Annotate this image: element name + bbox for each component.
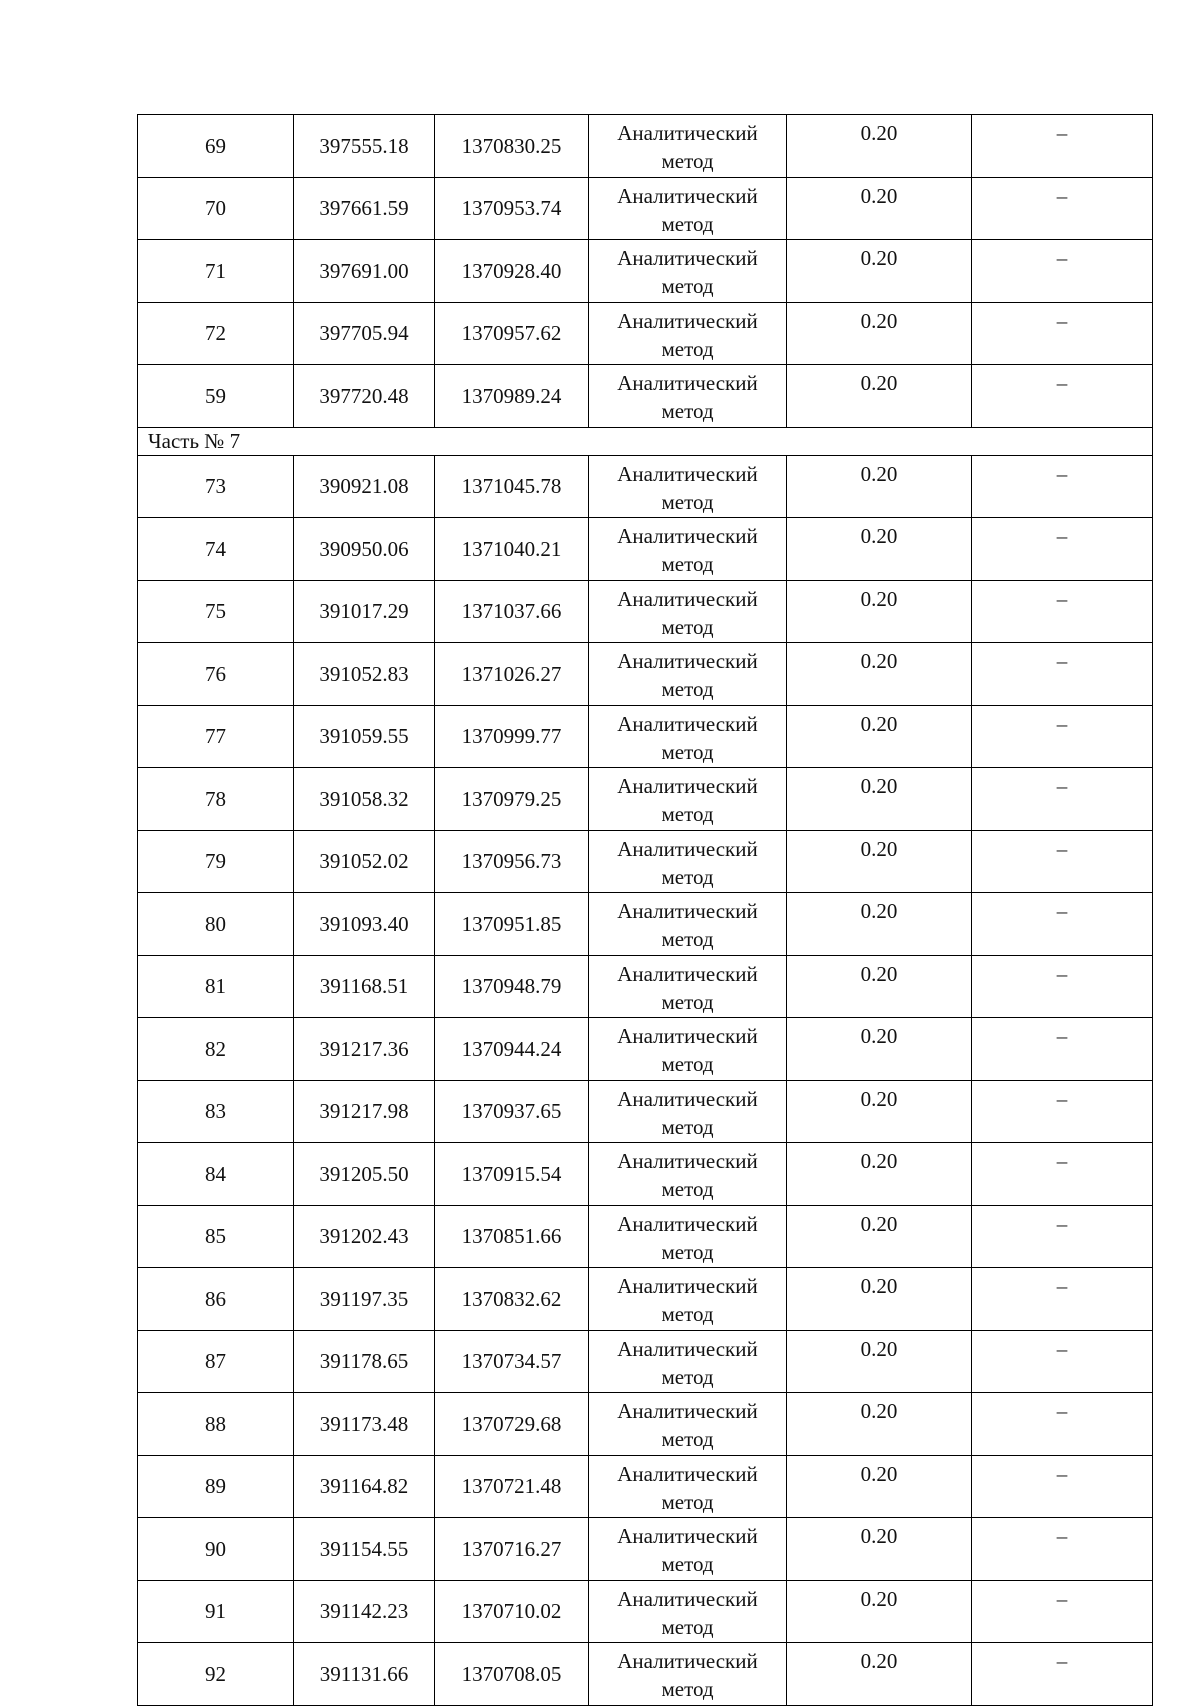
- x-coordinate-cell: 397705.94: [294, 302, 435, 365]
- method-text-line: Аналитический: [617, 1211, 758, 1236]
- accuracy-cell: 0.20: [787, 1580, 972, 1643]
- accuracy-cell: 0.20: [787, 115, 972, 178]
- accuracy-cell: 0.20: [787, 302, 972, 365]
- method-text-line: Аналитический: [617, 711, 758, 736]
- method-cell: [589, 768, 787, 831]
- method-text-line: Аналитический: [617, 246, 758, 270]
- method-cell: [589, 1205, 787, 1268]
- note-cell: –: [972, 1268, 1153, 1331]
- method-text-line: Аналитический: [617, 774, 758, 798]
- section-heading-row: [138, 427, 1153, 455]
- method-text-line: метод: [661, 1239, 714, 1264]
- x-coordinate-cell: 391202.43: [294, 1205, 435, 1268]
- point-number-cell: 80: [138, 893, 294, 956]
- method-text-line: метод: [661, 1302, 714, 1326]
- x-coordinate-cell: 391217.36: [294, 1018, 435, 1081]
- x-coordinate-cell: 391217.98: [294, 1080, 435, 1143]
- accuracy-cell: 0.20: [787, 1455, 972, 1518]
- y-coordinate-cell: 1370928.40: [435, 240, 589, 303]
- method-cell: [589, 365, 787, 428]
- method-cell: [589, 115, 787, 178]
- accuracy-cell: 0.20: [787, 580, 972, 643]
- table-row: [138, 177, 1153, 240]
- method-cell: [589, 1518, 787, 1581]
- y-coordinate-cell: 1370989.24: [435, 365, 589, 428]
- method-text-line: Аналитический: [617, 961, 758, 986]
- method-text-line: Аналитический: [617, 308, 758, 333]
- x-coordinate-cell: 391205.50: [294, 1143, 435, 1206]
- method-cell: [589, 302, 787, 365]
- method-cell: [589, 643, 787, 706]
- method-text-line: Аналитический: [617, 1461, 758, 1486]
- y-coordinate-cell: 1370710.02: [435, 1580, 589, 1643]
- table-row: [138, 1580, 1153, 1643]
- accuracy-cell: 0.20: [787, 518, 972, 581]
- method-text-line: Аналитический: [617, 899, 758, 923]
- method-text-line: Аналитический: [617, 524, 758, 548]
- y-coordinate-cell: 1371037.66: [435, 580, 589, 643]
- y-coordinate-cell: 1370979.25: [435, 768, 589, 831]
- y-coordinate-cell: 1370734.57: [435, 1330, 589, 1393]
- accuracy-cell: 0.20: [787, 1330, 972, 1393]
- note-cell: –: [972, 643, 1153, 706]
- method-cell: [589, 518, 787, 581]
- accuracy-cell: 0.20: [787, 1268, 972, 1331]
- x-coordinate-cell: 391059.55: [294, 705, 435, 768]
- method-text-line: метод: [661, 1427, 714, 1451]
- method-cell: [589, 955, 787, 1018]
- method-text-line: метод: [661, 489, 714, 514]
- method-text-line: Аналитический: [617, 1586, 758, 1611]
- point-number-cell: 69: [138, 115, 294, 178]
- x-coordinate-cell: 397720.48: [294, 365, 435, 428]
- point-number-cell: 59: [138, 365, 294, 428]
- y-coordinate-cell: 1370851.66: [435, 1205, 589, 1268]
- note-cell: –: [972, 365, 1153, 428]
- x-coordinate-cell: 391142.23: [294, 1580, 435, 1643]
- method-text-line: метод: [661, 1364, 714, 1389]
- y-coordinate-cell: 1370915.54: [435, 1143, 589, 1206]
- y-coordinate-cell: 1370716.27: [435, 1518, 589, 1581]
- note-cell: –: [972, 177, 1153, 240]
- method-text-line: Аналитический: [617, 586, 758, 611]
- x-coordinate-cell: 391017.29: [294, 580, 435, 643]
- x-coordinate-cell: 391052.02: [294, 830, 435, 893]
- note-cell: –: [972, 1330, 1153, 1393]
- table-row: [138, 1455, 1153, 1518]
- point-number-cell: 75: [138, 580, 294, 643]
- point-number-cell: 88: [138, 1393, 294, 1456]
- method-cell: [589, 1393, 787, 1456]
- note-cell: –: [972, 1455, 1153, 1518]
- y-coordinate-cell: 1370937.65: [435, 1080, 589, 1143]
- x-coordinate-cell: 391058.32: [294, 768, 435, 831]
- method-text-line: Аналитический: [617, 121, 758, 145]
- table-row: [138, 1643, 1153, 1706]
- method-text-line: метод: [661, 1614, 714, 1639]
- accuracy-cell: 0.20: [787, 177, 972, 240]
- method-cell: [589, 240, 787, 303]
- x-coordinate-cell: 391164.82: [294, 1455, 435, 1518]
- method-text-line: метод: [661, 149, 714, 173]
- accuracy-cell: 0.20: [787, 365, 972, 428]
- accuracy-cell: 0.20: [787, 1018, 972, 1081]
- method-text-line: Аналитический: [617, 1336, 758, 1361]
- method-text-line: Аналитический: [617, 649, 758, 673]
- table-row: [138, 115, 1153, 178]
- method-text-line: метод: [661, 802, 714, 826]
- point-number-cell: 73: [138, 455, 294, 518]
- x-coordinate-cell: 391131.66: [294, 1643, 435, 1706]
- note-cell: –: [972, 302, 1153, 365]
- point-number-cell: 87: [138, 1330, 294, 1393]
- table-row: [138, 1205, 1153, 1268]
- point-number-cell: 82: [138, 1018, 294, 1081]
- accuracy-cell: 0.20: [787, 830, 972, 893]
- method-cell: [589, 1018, 787, 1081]
- y-coordinate-cell: 1370944.24: [435, 1018, 589, 1081]
- note-cell: –: [972, 1205, 1153, 1268]
- method-text-line: метод: [661, 1052, 714, 1076]
- y-coordinate-cell: 1370956.73: [435, 830, 589, 893]
- point-number-cell: 83: [138, 1080, 294, 1143]
- table-row: [138, 1080, 1153, 1143]
- note-cell: –: [972, 893, 1153, 956]
- method-text-line: Аналитический: [617, 1649, 758, 1673]
- note-cell: –: [972, 580, 1153, 643]
- note-cell: –: [972, 1393, 1153, 1456]
- accuracy-cell: 0.20: [787, 1643, 972, 1706]
- method-text-line: Аналитический: [617, 1524, 758, 1548]
- x-coordinate-cell: 390950.06: [294, 518, 435, 581]
- x-coordinate-cell: 391093.40: [294, 893, 435, 956]
- x-coordinate-cell: 391197.35: [294, 1268, 435, 1331]
- table-row: [138, 580, 1153, 643]
- point-number-cell: 79: [138, 830, 294, 893]
- method-text-line: Аналитический: [617, 461, 758, 486]
- y-coordinate-cell: 1370948.79: [435, 955, 589, 1018]
- x-coordinate-cell: 397661.59: [294, 177, 435, 240]
- table-row: [138, 302, 1153, 365]
- accuracy-cell: 0.20: [787, 1518, 972, 1581]
- accuracy-cell: 0.20: [787, 705, 972, 768]
- method-cell: [589, 893, 787, 956]
- note-cell: –: [972, 1143, 1153, 1206]
- table-row: [138, 1018, 1153, 1081]
- note-cell: –: [972, 955, 1153, 1018]
- section-heading: Часть № 7: [138, 427, 1153, 455]
- note-cell: –: [972, 830, 1153, 893]
- x-coordinate-cell: 397691.00: [294, 240, 435, 303]
- method-text-line: Аналитический: [617, 1086, 758, 1111]
- note-cell: –: [972, 1018, 1153, 1081]
- point-number-cell: 78: [138, 768, 294, 831]
- method-text-line: метод: [661, 864, 714, 889]
- x-coordinate-cell: 391052.83: [294, 643, 435, 706]
- table-row: [138, 455, 1153, 518]
- accuracy-cell: 0.20: [787, 1080, 972, 1143]
- accuracy-cell: 0.20: [787, 455, 972, 518]
- accuracy-cell: 0.20: [787, 643, 972, 706]
- note-cell: –: [972, 455, 1153, 518]
- x-coordinate-cell: 391154.55: [294, 1518, 435, 1581]
- method-text-line: метод: [661, 1177, 714, 1201]
- table-row: [138, 768, 1153, 831]
- y-coordinate-cell: 1371026.27: [435, 643, 589, 706]
- note-cell: –: [972, 1518, 1153, 1581]
- x-coordinate-cell: 391173.48: [294, 1393, 435, 1456]
- method-text-line: Аналитический: [617, 1399, 758, 1423]
- y-coordinate-cell: 1370953.74: [435, 177, 589, 240]
- accuracy-cell: 0.20: [787, 768, 972, 831]
- method-text-line: метод: [661, 1489, 714, 1514]
- method-cell: [589, 1268, 787, 1331]
- table-row: [138, 643, 1153, 706]
- point-number-cell: 86: [138, 1268, 294, 1331]
- point-number-cell: 90: [138, 1518, 294, 1581]
- y-coordinate-cell: 1370999.77: [435, 705, 589, 768]
- method-cell: [589, 1580, 787, 1643]
- method-text-line: метод: [661, 274, 714, 298]
- note-cell: –: [972, 1580, 1153, 1643]
- table-row: [138, 1268, 1153, 1331]
- method-cell: [589, 1643, 787, 1706]
- point-number-cell: 84: [138, 1143, 294, 1206]
- note-cell: –: [972, 240, 1153, 303]
- y-coordinate-cell: 1370729.68: [435, 1393, 589, 1456]
- method-cell: [589, 177, 787, 240]
- accuracy-cell: 0.20: [787, 240, 972, 303]
- method-text-line: Аналитический: [617, 1024, 758, 1048]
- accuracy-cell: 0.20: [787, 1143, 972, 1206]
- y-coordinate-cell: 1370832.62: [435, 1268, 589, 1331]
- table-row: [138, 1393, 1153, 1456]
- table-row: [138, 955, 1153, 1018]
- point-number-cell: 72: [138, 302, 294, 365]
- note-cell: –: [972, 1643, 1153, 1706]
- note-cell: –: [972, 705, 1153, 768]
- table-row: [138, 705, 1153, 768]
- method-text-line: Аналитический: [617, 371, 758, 395]
- y-coordinate-cell: 1370957.62: [435, 302, 589, 365]
- coordinates-table: [137, 114, 1153, 1706]
- point-number-cell: 91: [138, 1580, 294, 1643]
- note-cell: –: [972, 768, 1153, 831]
- method-text-line: Аналитический: [617, 1149, 758, 1173]
- method-cell: [589, 1455, 787, 1518]
- method-cell: [589, 705, 787, 768]
- point-number-cell: 76: [138, 643, 294, 706]
- x-coordinate-cell: 391178.65: [294, 1330, 435, 1393]
- note-cell: –: [972, 1080, 1153, 1143]
- point-number-cell: 70: [138, 177, 294, 240]
- point-number-cell: 74: [138, 518, 294, 581]
- y-coordinate-cell: 1370830.25: [435, 115, 589, 178]
- y-coordinate-cell: 1371040.21: [435, 518, 589, 581]
- x-coordinate-cell: 397555.18: [294, 115, 435, 178]
- method-text-line: метод: [661, 399, 714, 423]
- x-coordinate-cell: 390921.08: [294, 455, 435, 518]
- method-cell: [589, 1143, 787, 1206]
- y-coordinate-cell: 1371045.78: [435, 455, 589, 518]
- y-coordinate-cell: 1370951.85: [435, 893, 589, 956]
- accuracy-cell: 0.20: [787, 893, 972, 956]
- method-text-line: метод: [661, 211, 714, 236]
- method-cell: [589, 1080, 787, 1143]
- y-coordinate-cell: 1370708.05: [435, 1643, 589, 1706]
- method-text-line: метод: [661, 739, 714, 764]
- accuracy-cell: 0.20: [787, 1205, 972, 1268]
- method-cell: [589, 580, 787, 643]
- table-row: [138, 365, 1153, 428]
- point-number-cell: 89: [138, 1455, 294, 1518]
- point-number-cell: 92: [138, 1643, 294, 1706]
- method-text-line: метод: [661, 1552, 714, 1576]
- method-text-line: метод: [661, 552, 714, 576]
- table-row: [138, 1518, 1153, 1581]
- method-text-line: метод: [661, 336, 714, 361]
- method-text-line: Аналитический: [617, 1274, 758, 1298]
- accuracy-cell: 0.20: [787, 955, 972, 1018]
- note-cell: –: [972, 115, 1153, 178]
- method-text-line: метод: [661, 677, 714, 701]
- table-row: [138, 830, 1153, 893]
- method-text-line: метод: [661, 614, 714, 639]
- table-row: [138, 893, 1153, 956]
- table-row: [138, 1143, 1153, 1206]
- point-number-cell: 81: [138, 955, 294, 1018]
- method-cell: [589, 455, 787, 518]
- method-text-line: метод: [661, 1677, 714, 1701]
- point-number-cell: 77: [138, 705, 294, 768]
- method-text-line: Аналитический: [617, 183, 758, 208]
- point-number-cell: 71: [138, 240, 294, 303]
- table-row: [138, 518, 1153, 581]
- method-text-line: метод: [661, 1114, 714, 1139]
- x-coordinate-cell: 391168.51: [294, 955, 435, 1018]
- method-text-line: метод: [661, 989, 714, 1014]
- y-coordinate-cell: 1370721.48: [435, 1455, 589, 1518]
- accuracy-cell: 0.20: [787, 1393, 972, 1456]
- table-row: [138, 240, 1153, 303]
- point-number-cell: 85: [138, 1205, 294, 1268]
- method-cell: [589, 1330, 787, 1393]
- note-cell: –: [972, 518, 1153, 581]
- method-text-line: Аналитический: [617, 836, 758, 861]
- method-cell: [589, 830, 787, 893]
- table-row: [138, 1330, 1153, 1393]
- method-text-line: метод: [661, 927, 714, 951]
- coordinates-table-body: [138, 115, 1153, 1706]
